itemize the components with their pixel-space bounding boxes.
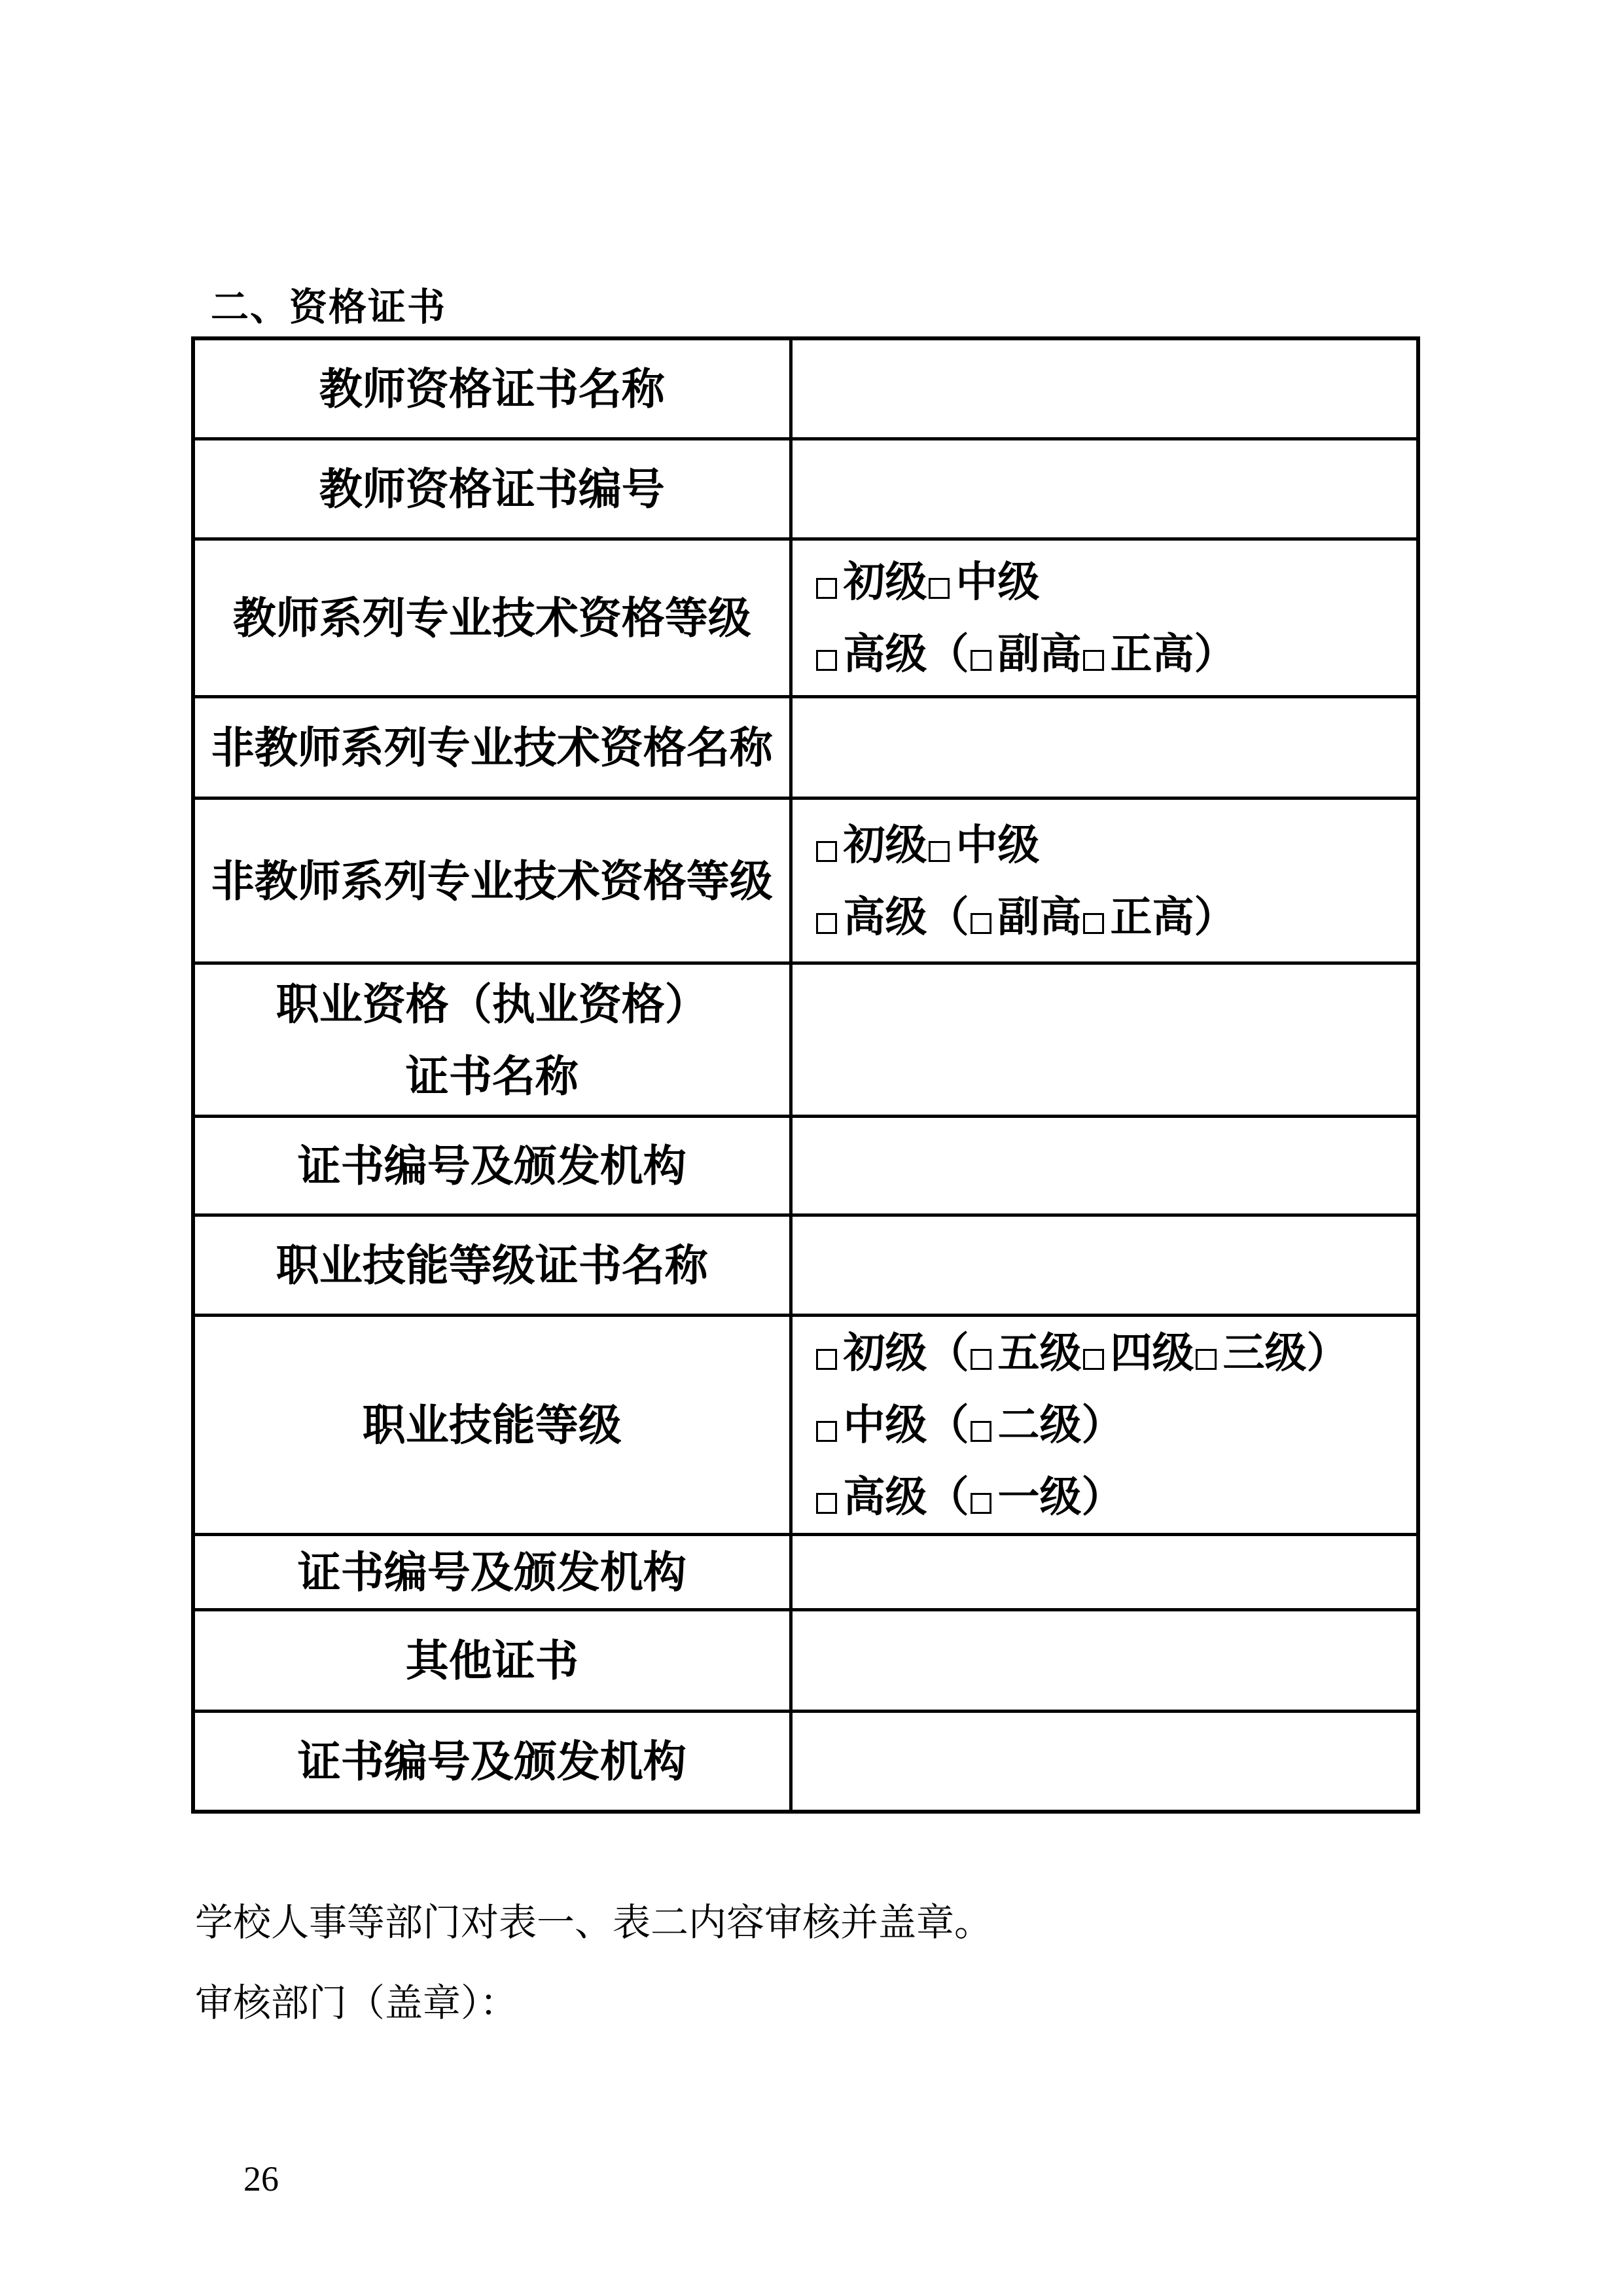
checkbox-icon[interactable] bbox=[816, 650, 837, 671]
option-line: 初级 中级 bbox=[815, 809, 1417, 881]
checkbox-icon[interactable] bbox=[1196, 1349, 1217, 1370]
row-value-cell bbox=[791, 1215, 1418, 1316]
row-value-cell bbox=[791, 1712, 1418, 1812]
row-label: 非教师系列专业技术资格名称 bbox=[193, 697, 791, 798]
checkbox-icon[interactable] bbox=[971, 650, 991, 671]
checkbox-icon[interactable] bbox=[1083, 1349, 1104, 1370]
table-row bbox=[193, 338, 1418, 439]
checkbox-icon[interactable] bbox=[971, 1421, 991, 1442]
row-label: 证书编号及颁发机构 bbox=[193, 1712, 791, 1812]
checkbox-icon[interactable] bbox=[816, 841, 837, 862]
section-heading: 二、资格证书 bbox=[211, 286, 447, 329]
qualification-certificate-table bbox=[191, 336, 1420, 1814]
table-row bbox=[193, 798, 1418, 963]
option-line: 初级 中级 bbox=[815, 546, 1417, 618]
option-line: 高级（ 副高 正高） bbox=[815, 881, 1417, 953]
row-label-line2: 证书名称 bbox=[405, 1051, 579, 1100]
row-label bbox=[193, 963, 791, 1117]
checkbox-icon[interactable] bbox=[1083, 913, 1104, 934]
row-value-cell bbox=[791, 963, 1418, 1117]
table-row bbox=[193, 1316, 1418, 1535]
review-note: 学校人事等部门对表一、表二内容审核并盖章。 bbox=[195, 1901, 993, 1944]
checkbox-icon[interactable] bbox=[1083, 650, 1104, 671]
table-row bbox=[193, 963, 1418, 1117]
row-label-line1: 职业资格（执业资格） bbox=[276, 979, 708, 1028]
row-value-cell bbox=[791, 1610, 1418, 1712]
row-label: 非教师系列专业技术资格等级 bbox=[193, 798, 791, 963]
checkbox-icon[interactable] bbox=[816, 913, 837, 934]
table-row bbox=[193, 1535, 1418, 1610]
row-label: 教师系列专业技术资格等级 bbox=[193, 539, 791, 697]
checkbox-icon[interactable] bbox=[929, 841, 950, 862]
page-number: 26 bbox=[243, 2159, 279, 2198]
row-label: 职业技能等级证书名称 bbox=[193, 1215, 791, 1316]
row-value-cell bbox=[791, 338, 1418, 439]
row-label: 教师资格证书名称 bbox=[193, 338, 791, 439]
row-label: 证书编号及颁发机构 bbox=[193, 1535, 791, 1610]
row-value-cell bbox=[791, 439, 1418, 539]
row-label: 其他证书 bbox=[193, 1610, 791, 1712]
row-value-cell bbox=[791, 1117, 1418, 1215]
option-line: 高级（ 副高 正高） bbox=[815, 618, 1417, 690]
row-label: 教师资格证书编号 bbox=[193, 439, 791, 539]
table-row bbox=[193, 1610, 1418, 1712]
table-row bbox=[193, 1215, 1418, 1316]
option-line: 初级（ 五级 四级 三级） bbox=[815, 1317, 1417, 1389]
row-label: 证书编号及颁发机构 bbox=[193, 1117, 791, 1215]
table-row bbox=[193, 539, 1418, 697]
row-value-cell bbox=[791, 1316, 1418, 1535]
table-row bbox=[193, 1712, 1418, 1812]
checkbox-icon[interactable] bbox=[971, 1349, 991, 1370]
row-value-cell bbox=[791, 539, 1418, 697]
table-row bbox=[193, 1117, 1418, 1215]
row-value-cell bbox=[791, 697, 1418, 798]
option-line: 高级（ 一级） bbox=[815, 1461, 1417, 1533]
stamp-department-label: 审核部门（盖章）： bbox=[195, 1982, 518, 2024]
checkbox-icon[interactable] bbox=[816, 1421, 837, 1442]
table-row bbox=[193, 439, 1418, 539]
checkbox-icon[interactable] bbox=[816, 1493, 837, 1514]
checkbox-icon[interactable] bbox=[971, 1493, 991, 1514]
table-row bbox=[193, 697, 1418, 798]
checkbox-icon[interactable] bbox=[971, 913, 991, 934]
checkbox-icon[interactable] bbox=[816, 1349, 837, 1370]
checkbox-icon[interactable] bbox=[929, 578, 950, 599]
checkbox-icon[interactable] bbox=[816, 578, 837, 599]
row-value-cell bbox=[791, 1535, 1418, 1610]
row-value-cell bbox=[791, 798, 1418, 963]
row-label: 职业技能等级 bbox=[193, 1316, 791, 1535]
option-line: 中级（ 二级） bbox=[815, 1389, 1417, 1461]
